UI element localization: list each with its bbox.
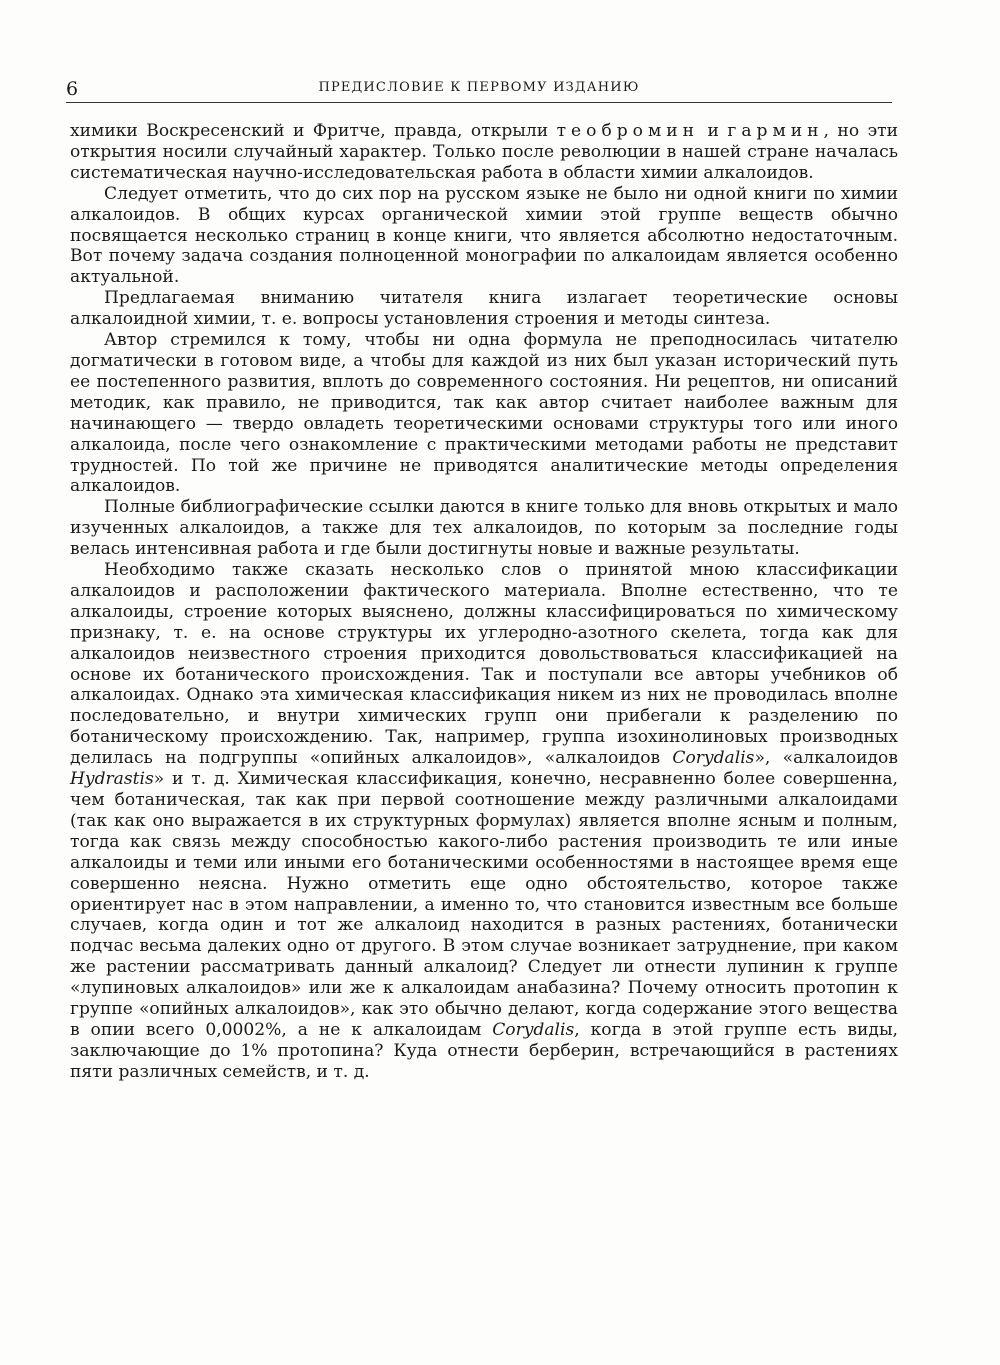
running-title: ПРЕДИСЛОВИЕ К ПЕРВОМУ ИЗДАНИЮ: [318, 80, 640, 95]
paragraph-4: Автор стремился к тому, чтобы ни одна формула не преподносилась читателю догматически в готовом виде, а чтобы для каждой из них был указан исторический путь ее постепенного развития, вплоть до современного состояния. Ни рецептов, ни описаний методик, как правило, не приводится, так как автор считает наиболее важным для начинающего — твердо овладеть теоретическими основами структуры того или иного алкалоида, после чего ознакомление с практическими методами работы не представит трудностей. По той же причине не приводятся аналитические методы определения алкалоидов.: [70, 330, 898, 497]
text-run: », «алкалоидов: [754, 748, 898, 769]
italic-term-hydrastis: Hydrastis: [70, 769, 154, 790]
body-text: [70, 121, 898, 1083]
paragraph-1: [70, 121, 898, 184]
paragraph-5: Полные библиографические ссылки даются в книге только для вновь открытых и мало изученных алкалоидов, а также для тех алкалоидов, по которым за последние годы велась интенсивная работа и где были достигнуты новые и важные результаты.: [70, 497, 898, 560]
spaced-term-theobromine: теобромин: [556, 121, 700, 141]
paragraph-3: Предлагаемая вниманию читателя книга излагает теоретические основы алкалоидной химии, т. е. вопросы установления строения и методы синтеза.: [70, 288, 898, 330]
text-run: » и т. д. Химическая классификация, конечно, несравненно более совершенна, чем ботаническая, так как при первой соотношение между различными алкалоидами (так как оно выражается в их структурных формулах) является вполне ясным и полным, тогда как связь между способностью какого-либо растения производить те или иные алкалоиды и теми или иными его ботаническими особенностями в настоящее время еще совершенно неясна. Нужно отметить еще одно обстоятельство, которое также ориентирует нас в этом направлении, а именно то, что становится известным все больше случаев, когда один и тот же алкалоид находится в разных растениях, ботанически подчас весьма далеких одно от другого. В этом случае возникает затруднение, при каком же растении рассматривать данный алкалоид? Следует ли отнести лупинин к группе «лупиновых алкалоидов» или же к алкалоидам анабазина? Почему относить протопин к группе «опийных алкалоидов», как это обычно делают, когда содержание этого вещества в опии всего 0,0002%, а не к алкалоидам: [70, 769, 898, 1040]
page-header: [66, 78, 892, 100]
text-run: , но эти открытия носили случайный характер. Только после революции в нашей стране началась систематическая научно-исследовательская работа в области химии алкалоидов.: [70, 121, 898, 183]
spaced-term-harmine: гармин: [727, 121, 824, 141]
italic-term-corydalis: Corydalis: [492, 1019, 575, 1040]
text-run: химики Воскресенский и Фритче, правда, открыли: [70, 121, 557, 141]
paragraph-6: [70, 560, 898, 1083]
header-rule: [66, 102, 892, 103]
italic-term-corydalis: Corydalis: [672, 748, 755, 769]
page-number: 6: [66, 78, 79, 100]
text-run: , когда в этой группе есть виды, заключающие до 1% протопина? Куда отнести берберин, встречающийся в растениях пяти различных семейств, и т. д.: [70, 1019, 898, 1082]
paragraph-2: Следует отметить, что до сих пор на русском языке не было ни одной книги по химии алкалоидов. В общих курсах органической химии этой группе веществ обычно посвящается несколько страниц в конце книги, что является абсолютно недостаточным. Вот почему задача создания полноценной монографии по алкалоидам является особенно актуальной.: [70, 183, 898, 288]
text-run: и: [699, 121, 728, 141]
text-run: Необходимо также сказать несколько слов о принятой мною классификации алкалоидов и расположении фактического материала. Вполне естественно, что те алкалоиды, строение которых выяснено, должны классифицироваться по химическому признаку, т. е. на основе структуры их углеродно-азотного скелета, тогда как для алкалоидов неизвестного строения приходится довольствоваться классификацией на основе их ботанического происхождения. Так и поступали все авторы учебников об алкалоидах. Однако эта химическая классификация никем из них не проводилась вполне последовательно, и внутри химических групп они прибегали к разделению по ботаническому происхождению. Так, например, группа изохинолиновых производных делилась на подгруппы «опийных алкалоидов», «алкалоидов: [70, 560, 898, 769]
